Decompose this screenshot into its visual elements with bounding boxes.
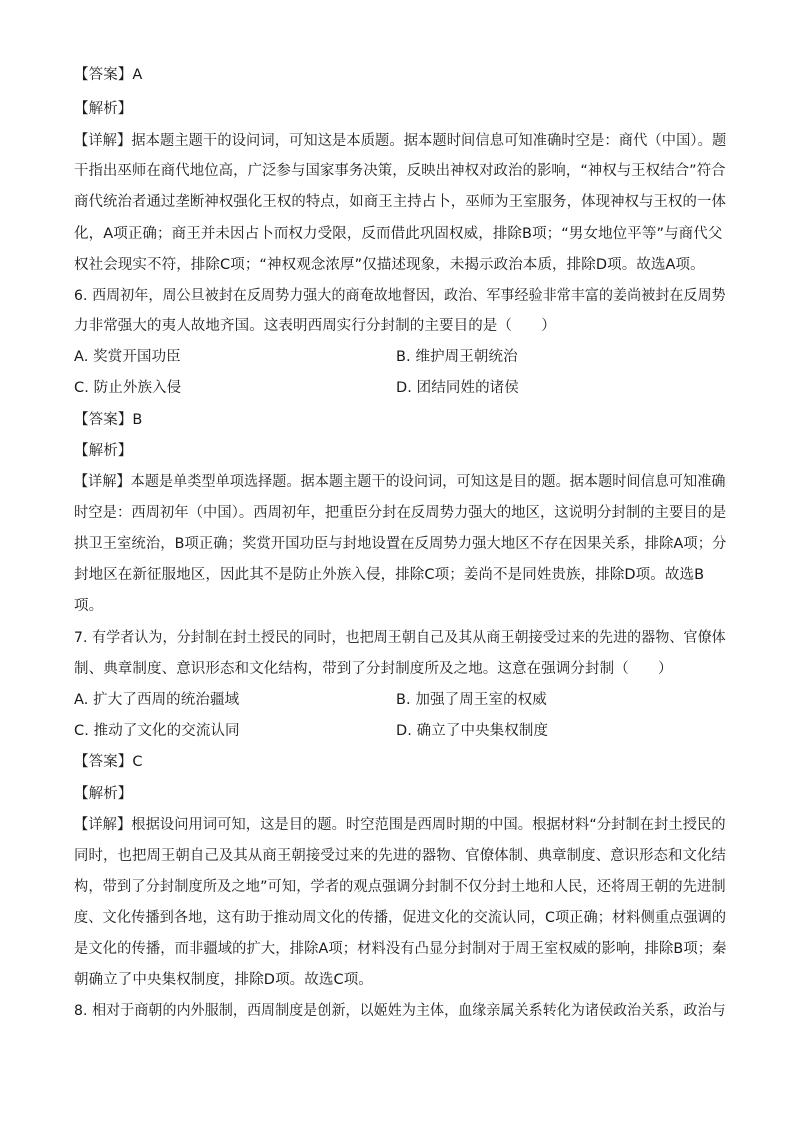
detail-line: 化，A项正确；商王并未因占卜而权力受限，反而借此巩固权威，排除B项；“男女地位平等”与商代父 (74, 226, 723, 242)
option-d: D. 团结同姓的诸侯 (396, 380, 519, 396)
question-stem: 8. 相对于商朝的内外服制，西周制度是创新，以姬姓为主体，血缘亲属关系转化为诸侯政治关系，政治与 (74, 1003, 726, 1019)
detail-line: 【详解】本题是单类型单项选择题。据本题主题干的设问词，可知这是目的题。据本题时间信息可知准确 (74, 474, 726, 490)
detail-line: 权社会现实不符，排除C项；“神权观念浓厚”仅描述现象，未揭示政治本质，排除D项。故选A项。 (74, 257, 705, 273)
detail-line: 【详解】据本题主题干的设问词，可知这是本质题。据本题时间信息可知准确时空是：商代（中国）。题 (74, 133, 727, 149)
analysis-label: 【解析】 (74, 786, 133, 802)
answer-label: 【答案】C (74, 754, 143, 770)
question-stem: 制、典章制度、意识形态和文化结构，带到了分封制度所及之地。这意在强调分封制（ ） (74, 661, 673, 677)
detail-line: 【详解】根据设问用词可知，这是目的题。时空范围是西周时期的中国。根据材料“分封制在封土授民的 (74, 817, 726, 833)
detail-line: 度、文化传播到各地，这有助于推动周文化的传播，促进文化的交流认同，C项正确；材料侧重点强调的 (74, 910, 727, 926)
detail-line: 朝确立了中央集权制度，排除D项。故选C项。 (74, 972, 373, 988)
answer-label: 【答案】B (74, 412, 143, 428)
option-b: B. 加强了周王室的权威 (396, 692, 547, 708)
option-c: C. 防止外族入侵 (74, 380, 182, 396)
detail-line: 商代统治者通过垄断神权强化王权的特点，如商王主持占卜，巫师为王室服务，体现神权与王权的一体 (74, 194, 727, 210)
detail-line: 同时，也把周王朝自己及其从商王朝接受过来的先进的器物、官僚体制、典章制度、意识形态和文化结 (74, 848, 727, 864)
detail-line: 干指出巫师在商代地位高，广泛参与国家事务决策，反映出神权对政治的影响，“神权与王权结合”符合 (74, 163, 726, 179)
option-c: C. 推动了文化的交流认同 (74, 723, 240, 739)
option-a: A. 奖赏开国功臣 (74, 349, 181, 365)
question-stem: 力非常强大的夷人故地齐国。这表明西周实行分封制的主要目的是（ ） (74, 318, 556, 334)
detail-line: 是文化的传播，而非疆域的扩大，排除A项；材料没有凸显分封制对于周王室权威的影响，排除B项；秦 (74, 941, 727, 957)
detail-line: 拱卫王室统治，B项正确；奖赏开国功臣与封地设置在反周势力强大地区不存在因果关系，排除A项；分 (74, 536, 727, 552)
detail-line: 构，带到了分封制度所及之地”可知，学者的观点强调分封制不仅分封土地和人民，还将周王朝的先进制 (74, 879, 726, 895)
question-stem: 7. 有学者认为，分封制在封土授民的同时，也把周王朝自己及其从商王朝接受过来的先进的器物、官僚体 (74, 630, 726, 646)
analysis-label: 【解析】 (74, 101, 133, 117)
analysis-label: 【解析】 (74, 443, 133, 459)
question-stem: 6. 西周初年，周公旦被封在反周势力强大的商奄故地督因，政治、军事经验非常丰富的姜尚被封在反周势 (74, 288, 726, 304)
detail-line: 时空是：西周初年（中国）。西周初年，把重臣分封在反周势力强大的地区，这说明分封制的主要目的是 (74, 505, 727, 521)
option-d: D. 确立了中央集权制度 (396, 723, 549, 739)
option-a: A. 扩大了西周的统治疆域 (74, 692, 240, 708)
answer-label: 【答案】A (74, 67, 143, 83)
detail-line: 项。 (74, 598, 104, 614)
option-b: B. 维护周王朝统治 (396, 349, 518, 365)
detail-line: 封地区在新征服地区，因此其不是防止外族入侵，排除C项；姜尚不是同姓贵族，排除D项。故选B (74, 567, 705, 583)
